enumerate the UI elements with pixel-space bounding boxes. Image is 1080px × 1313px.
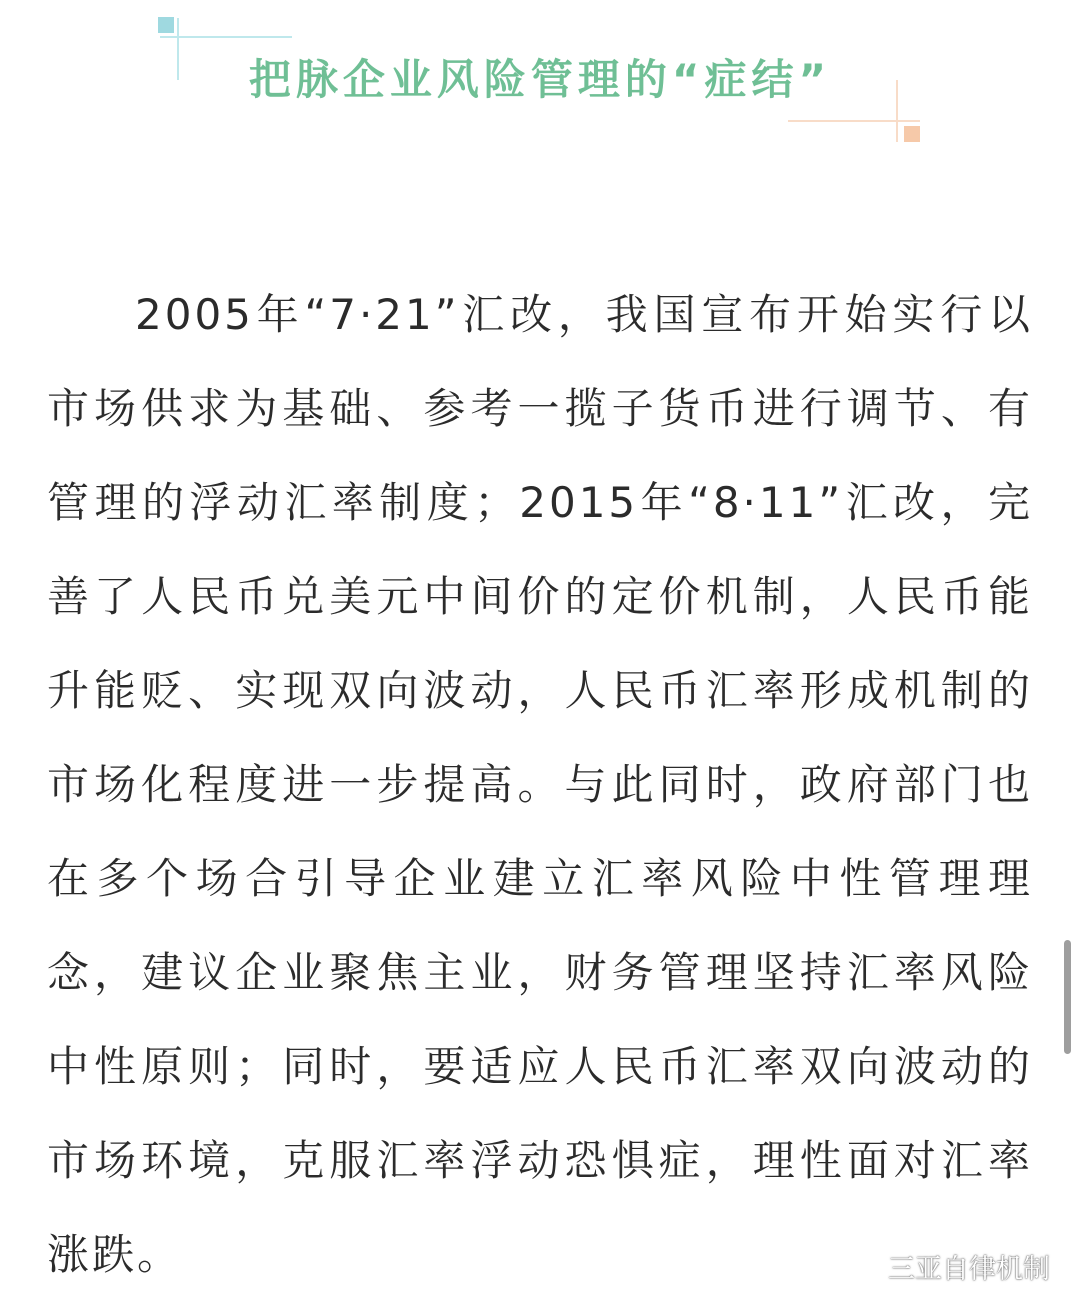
wechat-icon [842,1249,880,1283]
section-header [0,0,1080,160]
decorative-square-bottom-right [904,126,920,142]
article-paragraph: 2005年“7·21”汇改，我国宣布开始实行以市场供求为基础、参考一揽子货币进行调节、有管理的浮动汇率制度；2015年“8·11”汇改，完善了人民币兑美元中间价的定价机制，人民币能升能贬、实现双向波动，人民币汇率形成机制的市场化程度进一步提高。与此同时，政府部门也在多个场合引导企业建立汇率风险中性管理理念，建议企业聚焦主业，财务管理坚持汇率风险中性原则；同时，要适应人民币汇率双向波动的市场环境，克服汇率浮动恐惧症，理性面对汇率涨跌。 [47,290,1033,1279]
watermark [842,1246,1050,1286]
decorative-line-bottom-right-horizontal [788,120,920,122]
decorative-square-top-left [158,17,174,33]
decorative-line-bottom-right-vertical [896,80,898,142]
decorative-line-top-left-horizontal [160,36,292,38]
section-title: 把脉企业风险管理的“症结” [248,55,832,104]
watermark-label: 三亚自律机制 [888,1253,1050,1285]
scrollbar[interactable] [1064,940,1071,1054]
